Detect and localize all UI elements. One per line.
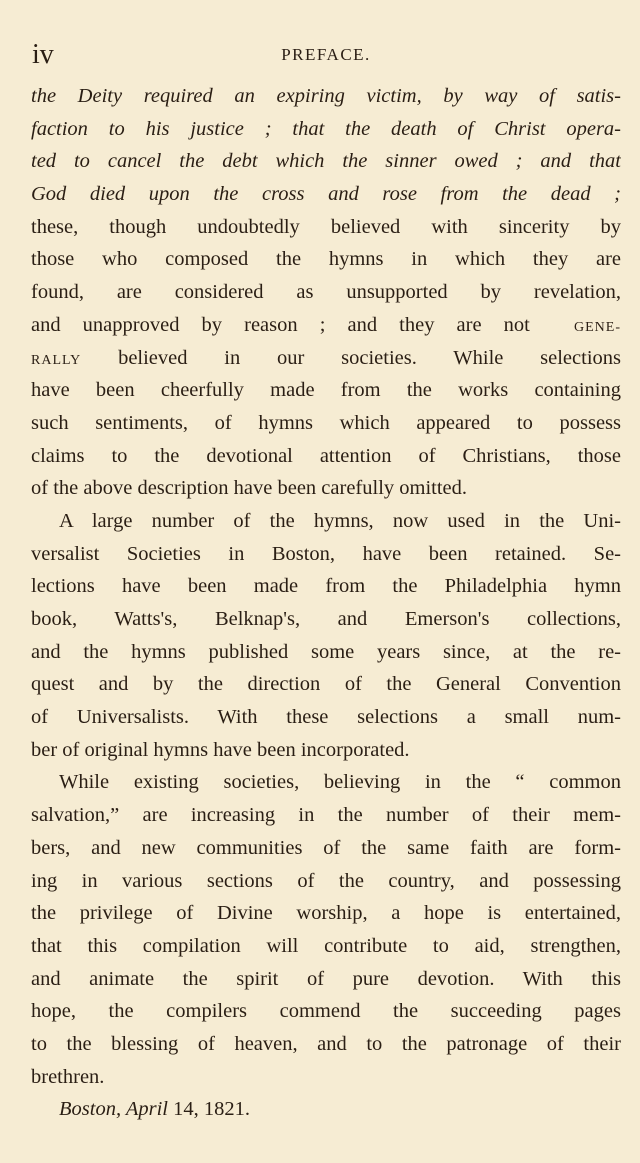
text-line: brethren. (31, 1065, 105, 1088)
text-line: found, are considered as unsupported by revelation, (31, 281, 621, 304)
running-head: PREFACE. (281, 45, 371, 64)
small-caps-word: GENE- (574, 319, 621, 335)
preface-text (31, 80, 621, 1126)
text-line (31, 342, 621, 375)
text-segment: and unapproved by reason ; and they are not (31, 313, 530, 336)
signature-place-date: Boston, April (59, 1098, 168, 1121)
signature-day-year: 14, 1821. (173, 1098, 250, 1121)
text-line: hope, the compilers commend the succeeding pages (31, 1000, 621, 1023)
text-line: book, Watts's, Belknap's, and Emerson's collections, (31, 608, 621, 630)
text-line: of the above description have been carefully omitted. (31, 477, 468, 500)
text-line: A large number of the hymns, now used in the Uni- (59, 509, 621, 532)
text-line: and animate the spirit of pure devotion. With this (31, 967, 621, 990)
text-line: the privilege of Divine worship, a hope is entertained, (31, 902, 621, 925)
text-segment: believed in our societies. While selections (118, 346, 621, 369)
text-line: bers, and new communities of the same faith are form- (31, 836, 621, 859)
text-line: salvation,” are increasing in the number of their mem- (31, 804, 621, 827)
text-line: those who composed the hymns in which they are (31, 248, 621, 271)
text-line: versalist Societies in Boston, have been retained. Se- (31, 542, 621, 565)
text-line: to the blessing of heaven, and to the patronage of their (31, 1032, 621, 1055)
text-line: quest and by the direction of the General Convention (31, 673, 621, 696)
text-line: of Universalists. With these selections a small num- (31, 706, 621, 729)
text-line: While existing societies, believing in the “ common (59, 771, 621, 794)
text-line: lections have been made from the Philadelphia hymn (31, 575, 621, 598)
text-line: ber of original hymns have been incorporated. (31, 738, 410, 761)
page-number: iv (32, 39, 54, 70)
text-line: that this compilation will contribute to aid, strengthen, (31, 934, 621, 957)
text-line: claims to the devotional attention of Christians, those (31, 444, 621, 467)
signature-line (31, 1093, 621, 1126)
text-line: such sentiments, of hymns which appeared to possess (31, 411, 621, 434)
text-line (31, 309, 621, 342)
small-caps-word: RALLY (31, 352, 82, 368)
text-line: and the hymns published some years since, at the re- (31, 640, 621, 663)
text-line: the Deity required an expiring victim, by way of satis- (31, 85, 621, 107)
text-line: ted to cancel the debt which the sinner owed ; and that (31, 150, 621, 173)
text-line: faction to his justice ; that the death of Christ opera- (31, 117, 621, 140)
text-line: these, though undoubtedly believed with sincerity by (31, 215, 621, 238)
text-line: God died upon the cross and rose from the dead ; (31, 183, 621, 206)
text-line: ing in various sections of the country, and possessing (31, 869, 621, 892)
page-header (32, 38, 620, 72)
text-line: have been cheerfully made from the works containing (31, 379, 621, 402)
